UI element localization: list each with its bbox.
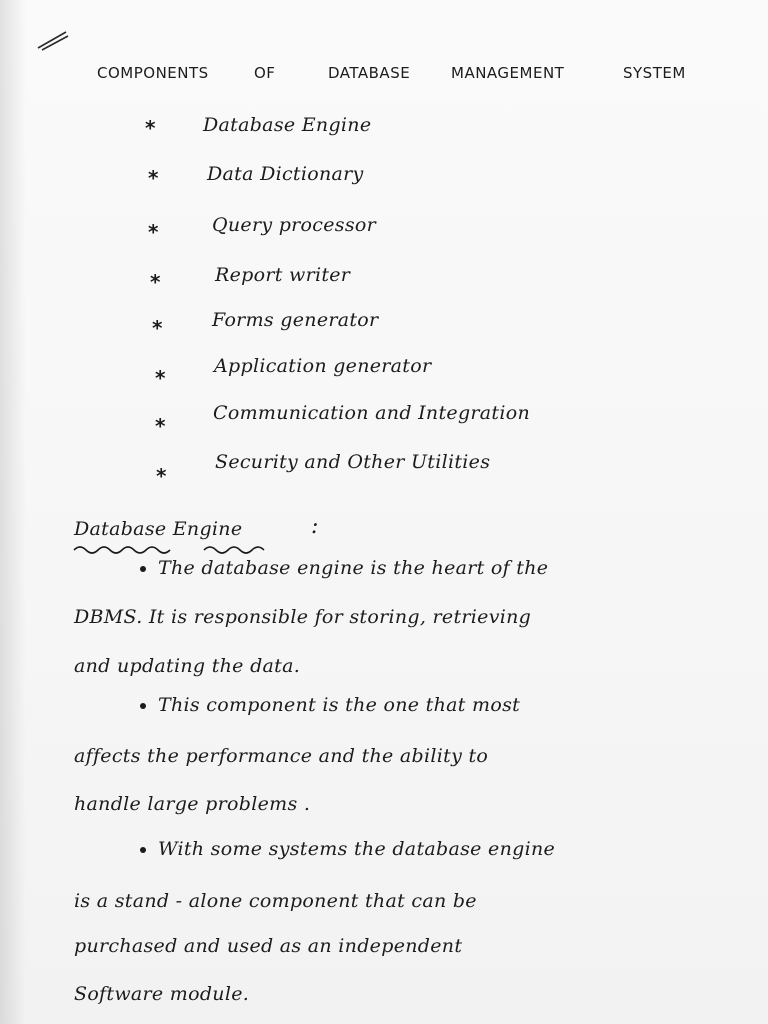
title-word-management: MANAGEMENT — [451, 64, 565, 82]
list-item-3: Query processor — [212, 214, 377, 236]
list-star: * — [148, 166, 159, 190]
heading-colon: : — [311, 514, 319, 539]
section-heading — [74, 518, 243, 540]
body-line-9: purchased and used as an independent — [74, 935, 463, 957]
list-item-4: Report writer — [215, 264, 351, 286]
body-line-3: and updating the data. — [74, 655, 301, 677]
title-word-components: COMPONENTS — [97, 64, 209, 82]
list-item-7: Communication and Integration — [213, 402, 531, 424]
body-line-2: DBMS. It is responsible for storing, retrieving — [74, 606, 532, 628]
list-star: * — [145, 116, 156, 140]
corner-marks — [36, 26, 70, 52]
page-shadow — [0, 0, 26, 1024]
heading-underline — [72, 542, 282, 556]
body-line-7 — [140, 838, 555, 860]
list-star: * — [152, 316, 163, 340]
body-line-6: handle large problems . — [74, 793, 311, 815]
bullet-dot — [140, 703, 146, 709]
body-line-5: affects the performance and the ability to — [74, 745, 489, 767]
title-word-of: OF — [254, 64, 276, 82]
list-star: * — [155, 366, 166, 390]
body-line-4-text: This component is the one that most — [158, 694, 521, 716]
heading-text: Database Engine — [74, 518, 243, 540]
body-line-7-text: With some systems the database engine — [158, 838, 556, 860]
list-item-6: Application generator — [214, 355, 432, 377]
list-star: * — [150, 270, 161, 294]
title-word-system: SYSTEM — [623, 64, 686, 82]
title-word-database: DATABASE — [328, 64, 411, 82]
body-line-1 — [140, 557, 548, 579]
list-item-8: Security and Other Utilities — [215, 451, 491, 473]
list-star: * — [156, 464, 167, 488]
body-line-8: is a stand - alone component that can be — [74, 890, 477, 912]
bullet-dot — [140, 566, 146, 572]
list-star: * — [148, 220, 159, 244]
list-item-5: Forms generator — [212, 309, 379, 331]
body-line-4 — [140, 694, 520, 716]
list-item-2: Data Dictionary — [207, 163, 364, 185]
body-line-1-text: The database engine is the heart of the — [158, 557, 549, 579]
list-item-1: Database Engine — [203, 114, 372, 136]
list-star: * — [155, 414, 166, 438]
bullet-dot — [140, 847, 146, 853]
body-line-10: Software module. — [74, 983, 250, 1005]
